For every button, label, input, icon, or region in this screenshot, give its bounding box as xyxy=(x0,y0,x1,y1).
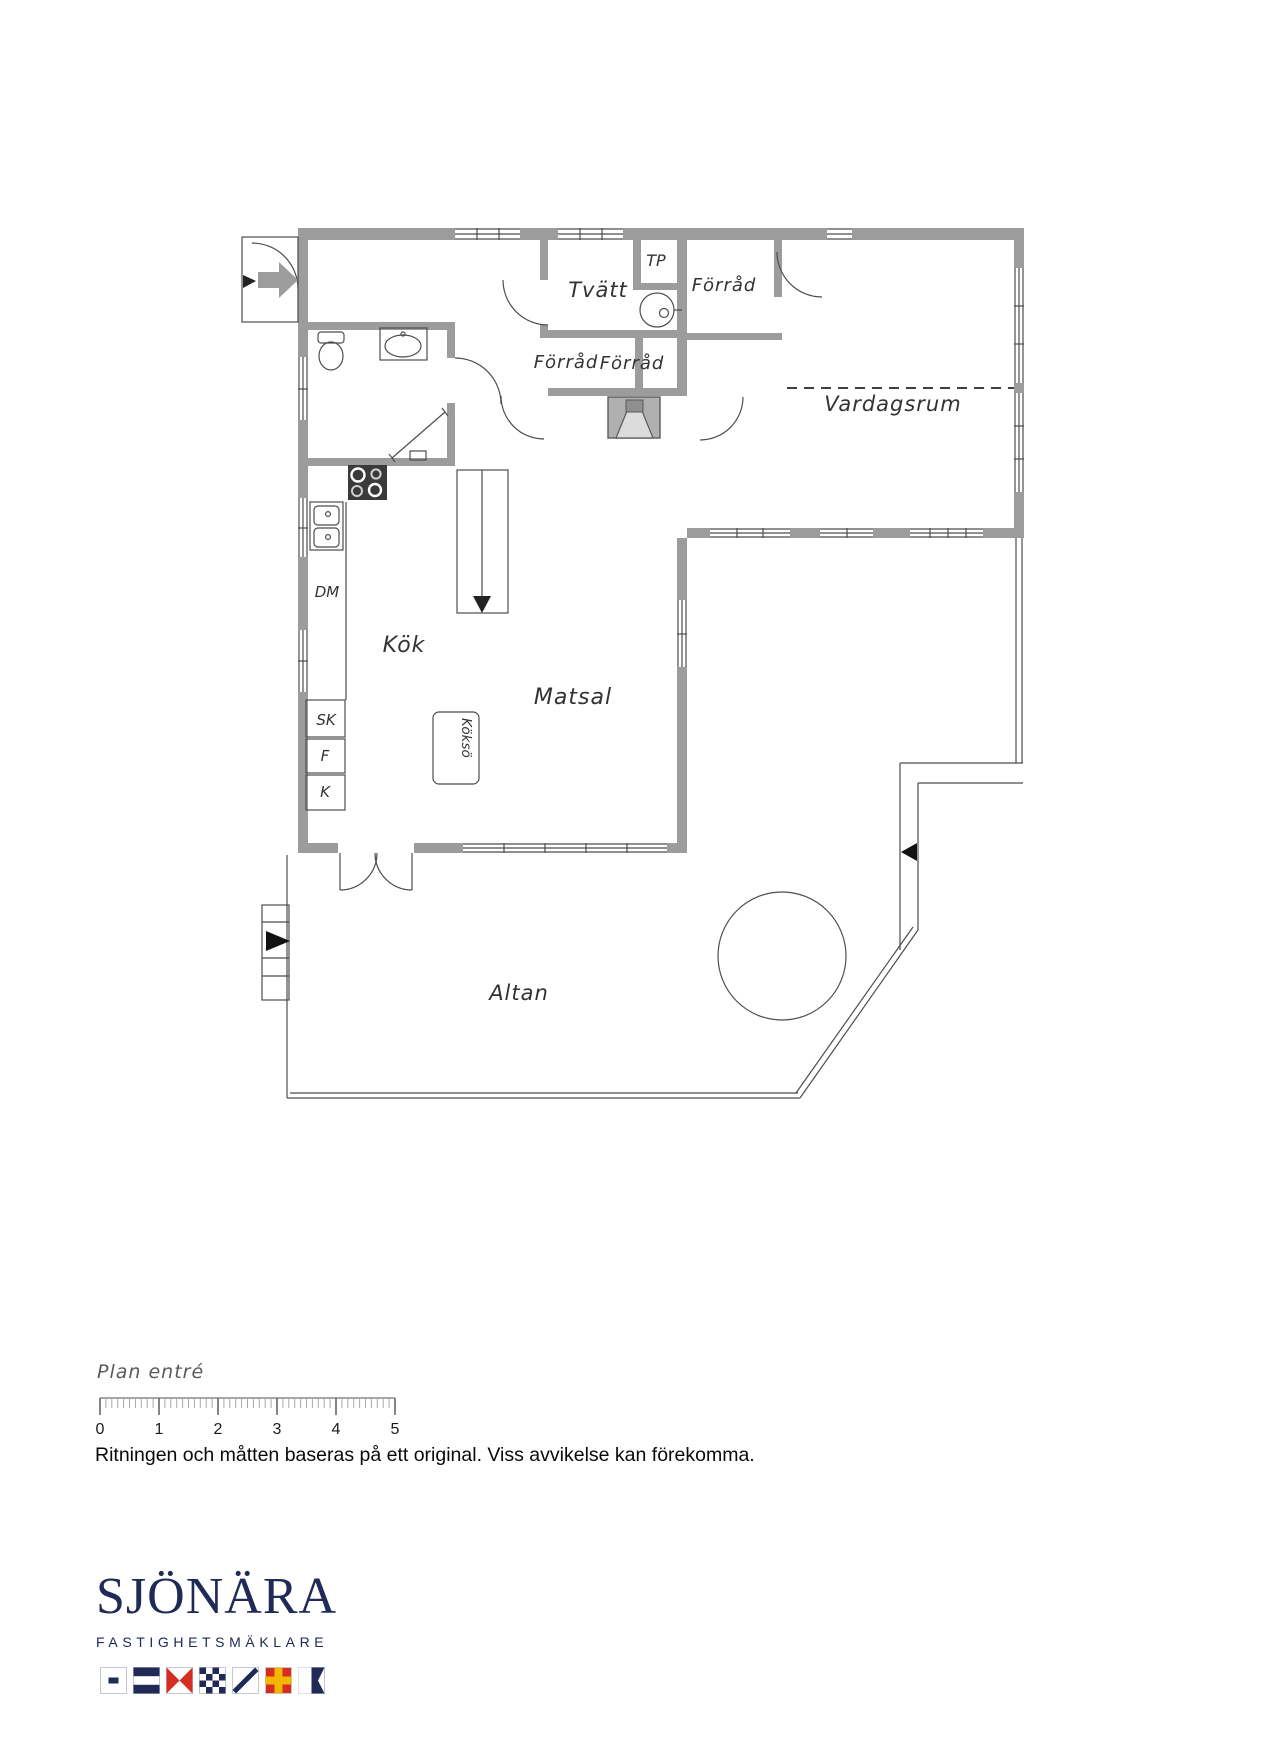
room-label-forrad-c: Förråd xyxy=(599,353,665,374)
signal-flag-a-swallowtail xyxy=(298,1667,325,1694)
logo-tagline: FASTIGHETSMÄKLARE xyxy=(96,1633,329,1650)
entry-direction-icon xyxy=(243,275,256,288)
stair-down-arrow xyxy=(473,596,491,613)
kitchen-sink-icon xyxy=(310,502,343,550)
island-label-koksa: Köksö xyxy=(458,718,474,758)
signal-flag-o-red-bowtie xyxy=(166,1667,193,1694)
scale-bar-ticks xyxy=(100,1398,395,1415)
signal-flag-s xyxy=(100,1667,127,1694)
scale-bar xyxy=(96,1398,400,1438)
label-k: K xyxy=(320,783,330,801)
toilet-icon xyxy=(318,332,344,370)
signal-flag-n-checker xyxy=(199,1667,226,1694)
svg-text:0: 0 xyxy=(95,1421,105,1438)
label-sk: SK xyxy=(316,711,336,729)
room-label-forrad-a: Förråd xyxy=(691,275,757,296)
bathroom-door-arc xyxy=(455,358,501,404)
terrace-round-table xyxy=(718,892,846,1020)
room-label-tp: TP xyxy=(646,251,666,270)
windows xyxy=(298,228,1024,853)
signal-flag-a-diagonal xyxy=(232,1667,259,1694)
label-f: F xyxy=(320,747,330,765)
sink-icon xyxy=(380,328,427,360)
signal-flag-r-cross xyxy=(265,1667,292,1694)
agency-logo xyxy=(96,1570,337,1694)
scale-bar-numbers xyxy=(96,1421,400,1438)
room-label-altan: Altan xyxy=(489,981,549,1005)
room-label-matsal: Matsal xyxy=(533,685,613,710)
entry-arrow-icon xyxy=(258,262,298,298)
terrace-door-right-arc xyxy=(375,853,412,890)
hall-diagonal-line xyxy=(389,408,448,462)
hall-to-dining-door-arc xyxy=(700,397,743,440)
staircase xyxy=(457,470,508,613)
terrace-step-arrow xyxy=(901,843,917,861)
washing-machine-icon xyxy=(640,293,682,327)
stove-icon xyxy=(348,465,387,500)
plan-title: Plan entré xyxy=(97,1361,205,1383)
laundry-door-arc xyxy=(503,280,548,325)
logo-wordmark: SJÖNÄRA xyxy=(96,1568,338,1625)
exterior-walls xyxy=(298,228,1024,853)
svg-text:3: 3 xyxy=(272,1421,282,1438)
entrance-vestibule xyxy=(242,237,298,322)
storage-door-arc xyxy=(777,252,822,297)
signal-flags-row xyxy=(100,1667,337,1694)
terrace-outline xyxy=(287,538,1023,1098)
terrace-door-left-arc xyxy=(340,853,377,890)
label-dm: DM xyxy=(314,583,340,601)
hall-door-arc xyxy=(501,396,544,439)
exterior-stairs xyxy=(262,905,289,1000)
room-label-forrad-b: Förråd xyxy=(533,352,599,373)
svg-text:1: 1 xyxy=(154,1421,164,1438)
disclaimer-text: Ritningen och måtten baseras på ett original. Viss avvikelse kan förekomma. xyxy=(95,1444,755,1466)
room-label-vardagsrum: Vardagsrum xyxy=(824,392,962,416)
room-label-tvatt: Tvätt xyxy=(568,278,628,302)
svg-text:4: 4 xyxy=(331,1421,341,1438)
signal-flag-j xyxy=(133,1667,160,1694)
room-label-kok: Kök xyxy=(382,633,426,658)
door-arcs xyxy=(340,252,822,890)
fireplace-icon xyxy=(608,397,660,438)
svg-text:2: 2 xyxy=(213,1421,223,1438)
svg-text:5: 5 xyxy=(390,1421,400,1438)
